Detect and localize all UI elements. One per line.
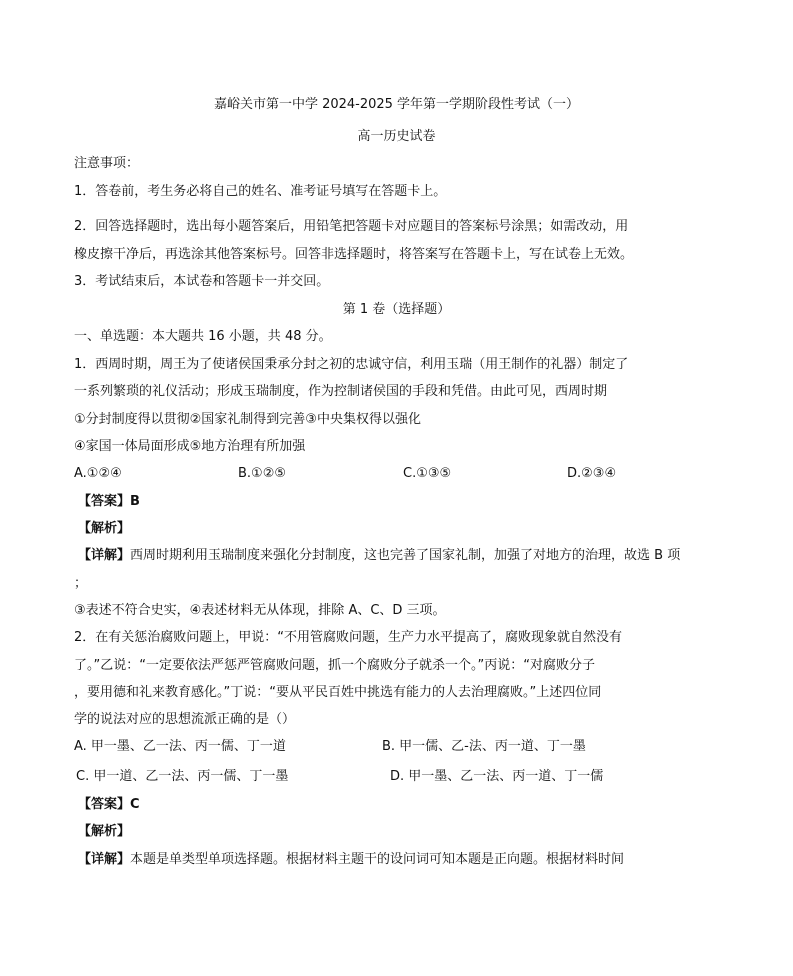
q2-stem-line-1: 2．在有关惩治腐败问题上，甲说：“不用管腐败问题，生产力水平提高了，腐败现象就自然没有 [74, 630, 623, 645]
answer-value: C [130, 797, 140, 812]
q1-option-d: D.②③④ [567, 466, 617, 481]
detail-tag: 【详解】 [78, 548, 131, 563]
q1-option-b: B.①②⑤ [238, 466, 287, 481]
q1-detail-line-1 [78, 547, 680, 565]
q2-option-c: C. 甲一道、乙一法、丙一儒、丁一墨 [76, 769, 289, 784]
detail-tag: 【详解】 [78, 852, 131, 867]
q1-answer [78, 493, 140, 511]
detail-text: 本题是单类型单项选择题。根据材料主题干的设问词可知本题是正向题。根据材料时间 [130, 852, 625, 867]
exam-subtitle: 高一历史试卷 [357, 129, 436, 144]
q1-option-a: A.①②④ [74, 466, 122, 481]
notice-item-2-line-1: 2．回答选择题时，选出每小题答案后，用铅笔把答题卡对应题目的答案标号涂黑；如需改动，用 [74, 219, 629, 234]
q2-stem-line-2: 了。”乙说：“一定要依法严惩严管腐败问题，抓一个腐败分子就杀一个。”丙说：“对腐败分子 [74, 658, 595, 673]
detail-text: 西周时期利用玉瑞制度来强化分封制度，这也完善了国家礼制，加强了对地方的治理，故选 B 项 [130, 548, 681, 563]
q2-detail-line-1 [78, 851, 624, 869]
exam-title: 嘉峪关市第一中学 2024-2025 学年第一学期阶段性考试（一） [213, 97, 580, 112]
q1-statements-2: ④家国一体局面形成⑤地方治理有所加强 [74, 439, 306, 454]
q1-stem-line-1: 1．西周时期，周王为了使诸侯国秉承分封之初的忠诚守信，利用玉瑞（用王制作的礼器）制定了 [74, 357, 629, 372]
notice-item-3: 3．考试结束后，本试卷和答题卡一并交回。 [74, 274, 330, 289]
q1-analysis-tag: 【解析】 [78, 521, 131, 536]
q2-stem-line-3: ，要用德和礼来教育感化。”丁说：“要从平民百姓中挑选有能力的人去治理腐败。”上述四位同 [74, 685, 602, 700]
q1-detail-line-3: ③表述不符合史实，④表述材料无从体现，排除 A、C、D 三项。 [74, 603, 446, 618]
answer-tag: 【答案】 [78, 494, 131, 509]
q1-detail-line-2: ； [74, 576, 88, 591]
section-title: 第 1 卷（选择题） [342, 302, 451, 317]
q2-option-d: D. 甲一墨、乙一法、丙一道、丁一儒 [390, 769, 604, 784]
part-heading: 一、单选题：本大题共 16 小题，共 48 分。 [74, 329, 332, 344]
q2-option-a: A. 甲一墨、乙一法、丙一儒、丁一道 [74, 739, 286, 754]
answer-value: B [130, 494, 140, 509]
answer-tag: 【答案】 [78, 797, 131, 812]
notice-heading: 注意事项： [74, 156, 140, 171]
notice-item-1: 1．答卷前，考生务必将自己的姓名、准考证号填写在答题卡上。 [74, 184, 447, 199]
q2-answer [78, 796, 140, 814]
q2-analysis-tag: 【解析】 [78, 824, 131, 839]
q2-stem-line-4: 学的说法对应的思想流派正确的是（） [74, 712, 296, 727]
q1-stem-line-2: 一系列繁琐的礼仪活动；形成玉瑞制度，作为控制诸侯国的手段和凭借。由此可见，西周时期 [74, 384, 608, 399]
notice-item-2-line-2: 橡皮擦干净后，再选涂其他答案标号。回答非选择题时，将答案写在答题卡上，写在试卷上无效。 [74, 247, 634, 262]
q2-option-b: B. 甲一儒、乙-法、丙一道、丁一墨 [382, 739, 586, 754]
q1-statements-1: ①分封制度得以贯彻②国家礼制得到完善③中央集权得以强化 [74, 412, 421, 427]
q1-option-c: C.①③⑤ [403, 466, 452, 481]
